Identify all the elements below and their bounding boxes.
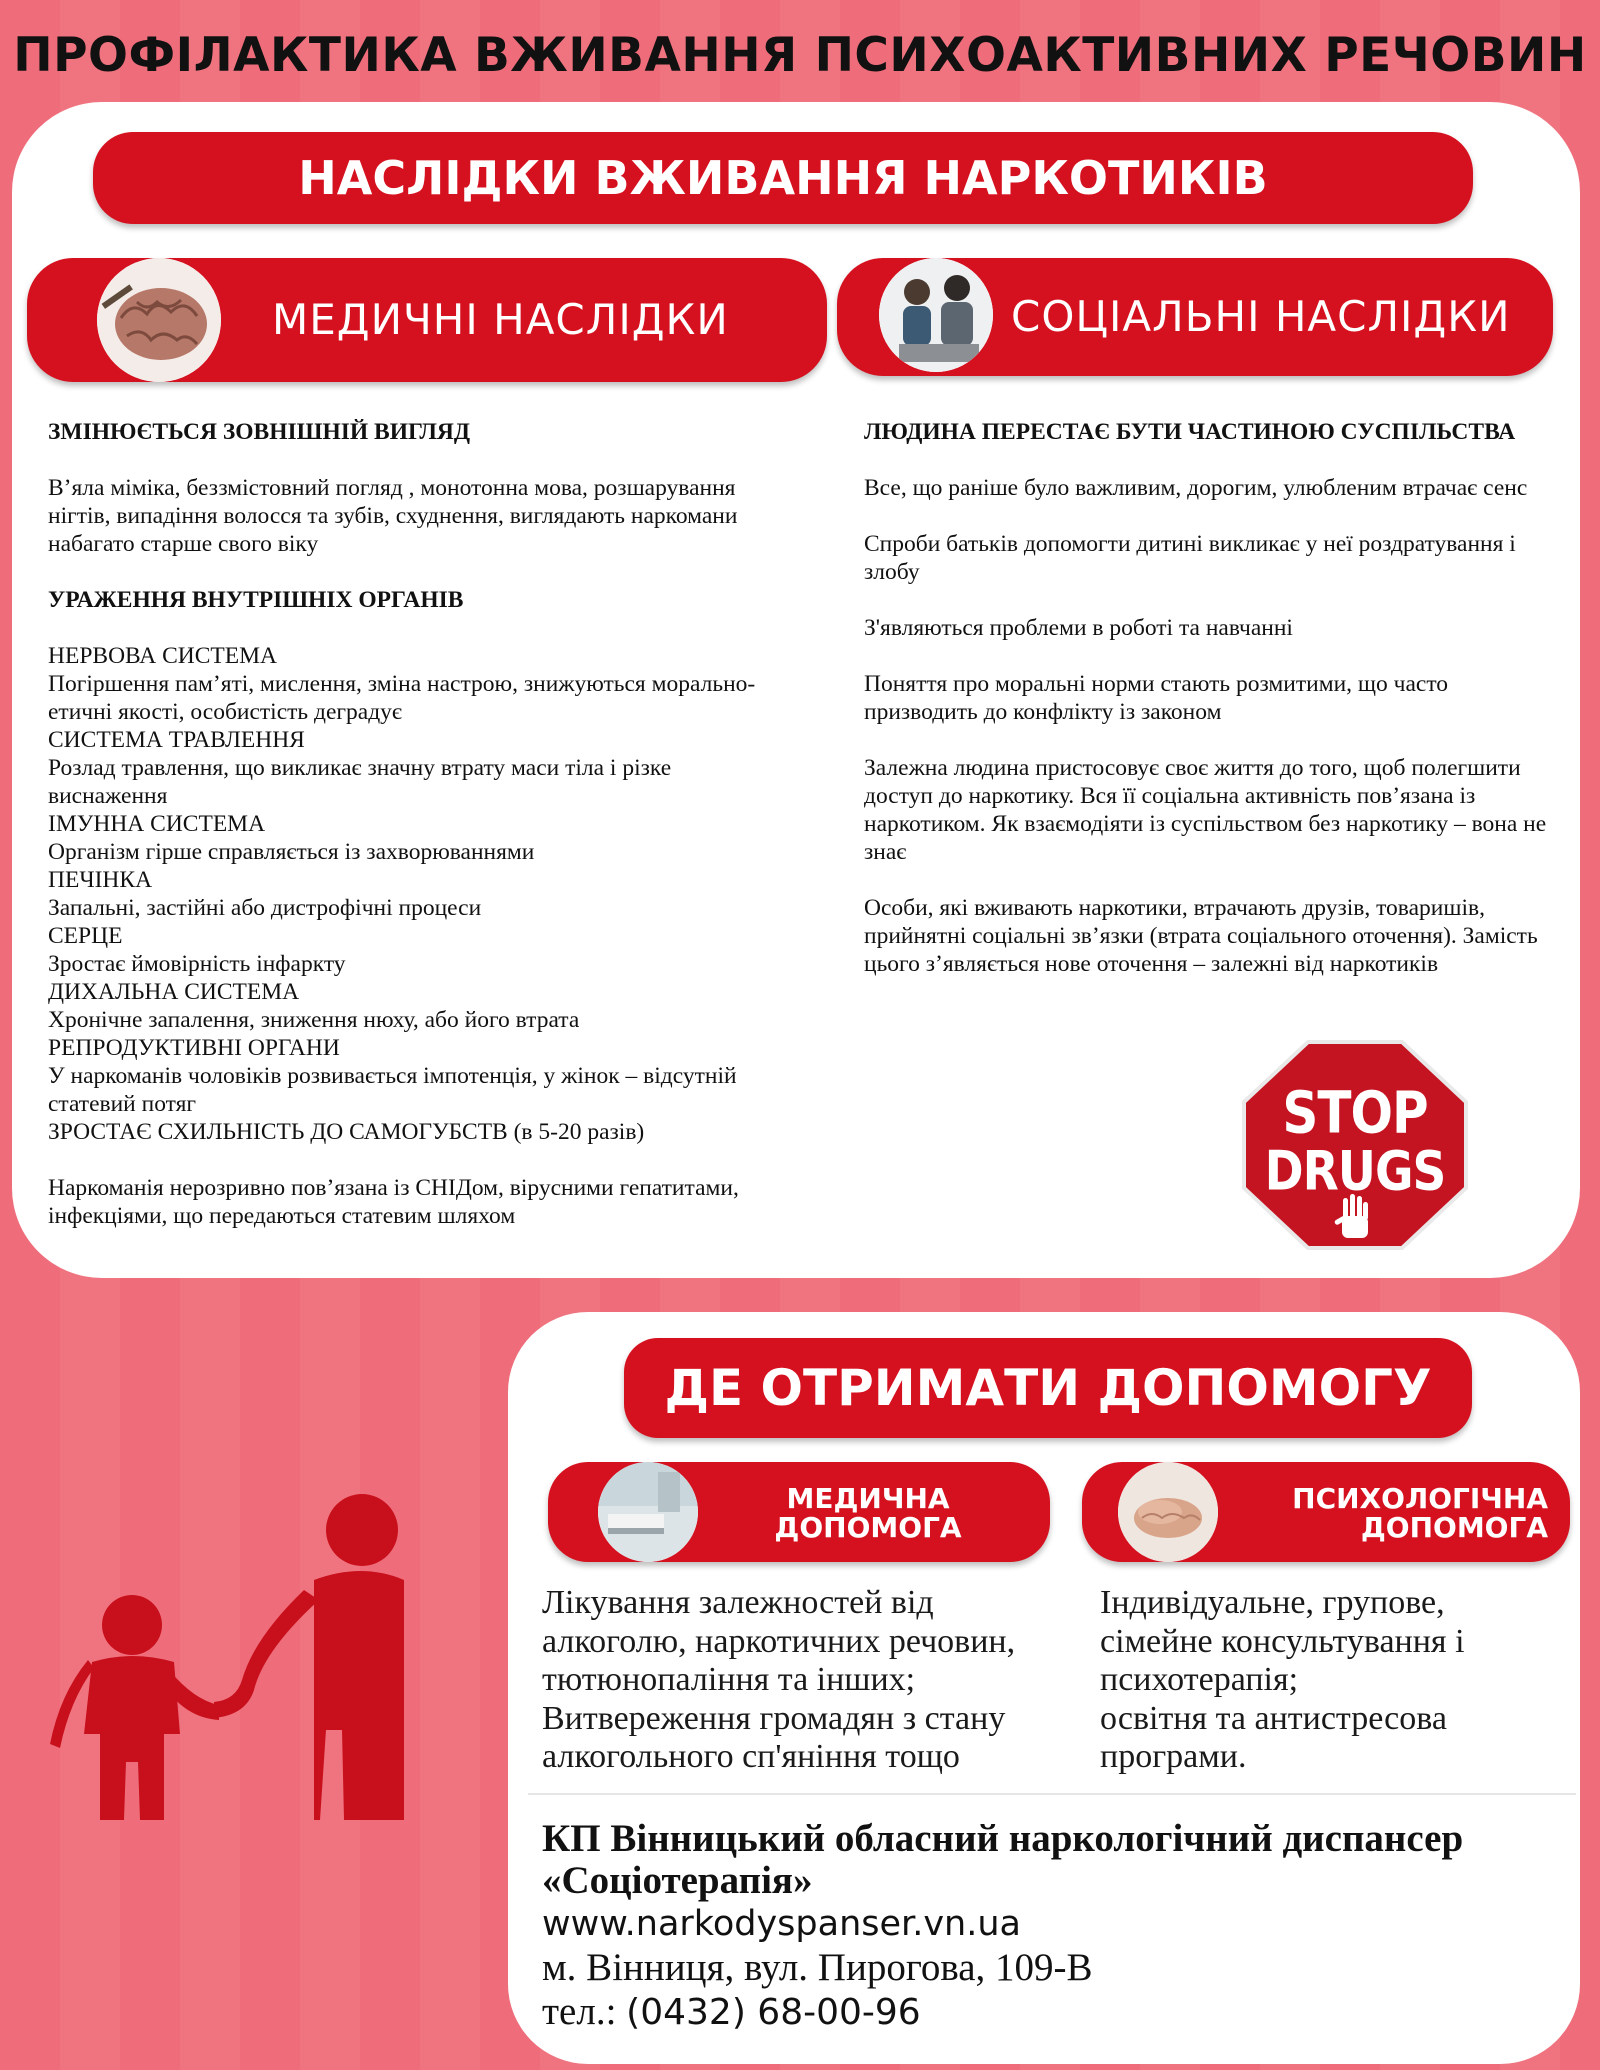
contacts [542, 1818, 1562, 2035]
social-paragraph: З'являються проблеми в роботі та навчанні [864, 615, 1293, 641]
hands-icon [1118, 1462, 1218, 1562]
medical-consequences-pill [27, 258, 827, 382]
psych-help-line: програми. [1100, 1738, 1247, 1775]
system-name: ПЕЧІНКА [48, 867, 153, 893]
stop-drugs-sign [1242, 1040, 1468, 1250]
medical-help-label-line1: МЕДИЧНА [786, 1482, 950, 1515]
aids-text: Наркоманія нерозривно пов’язана із СНІДом, вірусними гепатитами, інфекціями, що передаються статевим шляхом [48, 1175, 739, 1229]
system-text: Зростає ймовірність інфаркту [48, 951, 346, 977]
drugs-text: DRUGS [1264, 1139, 1446, 1204]
psych-help-line: освітня та антистресова [1100, 1699, 1447, 1737]
medical-help-line: тютюнопаління та інших; [542, 1661, 916, 1698]
psych-help-line: психотерапія; [1100, 1661, 1299, 1698]
system-name: РЕПРОДУКТИВНІ ОРГАНИ [48, 1035, 340, 1061]
divider [528, 1793, 1576, 1795]
system-text: Організм гірше справляється із захворюваннями [48, 839, 535, 865]
psychological-help-label-line2: ДОПОМОГА [1360, 1511, 1548, 1544]
medical-help-label [718, 1484, 1018, 1542]
system-name: ДИХАЛЬНА СИСТЕМА [48, 979, 300, 1005]
system-text: Розлад травлення, що викликає значну втрату маси тіла і різке виснаження [48, 755, 672, 809]
medical-help-pill [548, 1462, 1050, 1562]
brain-icon [97, 258, 221, 382]
system-text: Хронічне запалення, зниження нюху, або його втрата [48, 1007, 580, 1033]
social-heading: ЛЮДИНА ПЕРЕСТАЄ БУТИ ЧАСТИНОЮ СУСПІЛЬСТВА [864, 419, 1516, 445]
system-text: У наркоманів чоловіків розвивається імпотенція, у жінок – відсутній статевий потяг [48, 1063, 737, 1117]
phone-number[interactable]: (0432) 68-00-96 [626, 1992, 921, 2033]
medical-consequences-text [48, 418, 788, 1230]
psychological-help-text [1100, 1584, 1560, 1777]
psych-help-line: Індивідуальне, групове, [1100, 1584, 1445, 1621]
system-text: Запальні, застійні або дистрофічні процеси [48, 895, 482, 921]
medical-help-line: алкоголю, наркотичних речовин, [542, 1622, 1016, 1660]
psych-help-line: сімейне консультування і [1100, 1622, 1465, 1660]
medical-consequences-label: МЕДИЧНІ НАСЛІДКИ [272, 295, 729, 344]
organization-name: КП Вінницький обласний наркологічний диспансер [542, 1817, 1464, 1860]
system-text: Погіршення пам’яті, мислення, зміна настрою, знижуються морально-етичні якості, особистість деградує [48, 671, 756, 725]
medical-help-line: Лікування залежностей від [542, 1584, 934, 1621]
social-paragraph: Особи, які вживають наркотики, втрачають друзів, товаришів, прийнятні соціальні зв’язки (втрата соціального оточення). Замість цього з’являється нове оточення – залежні від наркотиків [864, 895, 1538, 977]
organs-heading: УРАЖЕННЯ ВНУТРІШНІХ ОРГАНІВ [48, 587, 464, 613]
suicide-suffix: (в 5-20 разів) [507, 1119, 645, 1145]
medical-help-label-line2: ДОПОМОГА [774, 1511, 962, 1544]
suicide-line [48, 1118, 788, 1146]
system-name: СИСТЕМА ТРАВЛЕННЯ [48, 727, 305, 753]
system-name: ІМУННА СИСТЕМА [48, 811, 266, 837]
social-consequences-label: СОЦІАЛЬНІ НАСЛІДКИ [1011, 292, 1511, 341]
system-name: НЕРВОВА СИСТЕМА [48, 643, 277, 669]
social-consequences-pill [837, 258, 1553, 376]
help-heading: ДЕ ОТРИМАТИ ДОПОМОГУ [624, 1338, 1472, 1438]
address: м. Вінниця, вул. Пирогова, 109-В [542, 1946, 1093, 1989]
appearance-heading: ЗМІНЮЄТЬСЯ ЗОВНІШНІЙ ВИГЛЯД [48, 419, 471, 445]
hospital-room-icon [598, 1462, 698, 1562]
system-name: СЕРЦЕ [48, 923, 123, 949]
suicide-caps: ЗРОСТАЄ СХИЛЬНІСТЬ ДО САМОГУБСТВ [48, 1119, 508, 1145]
psychological-help-label [1232, 1484, 1548, 1542]
phone-prefix: тел.: [542, 1990, 627, 2033]
phone-line [542, 1990, 1562, 2035]
website-link[interactable]: www.narkodyspanser.vn.ua [542, 1904, 1021, 1944]
couple-icon [879, 258, 993, 372]
medical-help-line: алкогольного сп'яніння тощо [542, 1738, 960, 1775]
social-paragraph: Поняття про моральні норми стають розмитими, що часто призводить до конфлікту із законом [864, 671, 1449, 725]
parent-child-silhouette [14, 1490, 404, 1820]
appearance-text: В’яла міміка, беззмістовний погляд , монотонна мова, розшарування нігтів, випадіння волосся та зубів, схуднення, виглядають наркомани набагато старше свого віку [48, 475, 738, 557]
psychological-help-label-line1: ПСИХОЛОГІЧНА [1292, 1482, 1548, 1515]
social-consequences-text [864, 418, 1564, 978]
social-paragraph: Залежна людина пристосовує своє життя до того, щоб полегшити доступ до наркотику. Вся її соціальна активність пов’язана із наркотиком. Як взаємодіяти із суспільством без наркотику – вона не знає [864, 755, 1547, 865]
psychological-help-pill [1082, 1462, 1570, 1562]
social-paragraph: Все, що раніше було важливим, дорогим, улюбленим втрачає сенс [864, 475, 1528, 501]
stop-text: STOP [1282, 1079, 1428, 1147]
social-paragraph: Спроби батьків допомогти дитині викликає у неї роздратування і злобу [864, 531, 1516, 585]
organization-subtitle: «Соціотерапія» [542, 1859, 813, 1902]
medical-help-text [542, 1584, 1082, 1777]
page-title: ПРОФІЛАКТИКА ВЖИВАННЯ ПСИХОАКТИВНИХ РЕЧОВИН [13, 28, 1587, 83]
consequences-heading: НАСЛІДКИ ВЖИВАННЯ НАРКОТИКІВ [93, 132, 1473, 224]
medical-help-line: Витвереження громадян з стану [542, 1699, 1006, 1737]
